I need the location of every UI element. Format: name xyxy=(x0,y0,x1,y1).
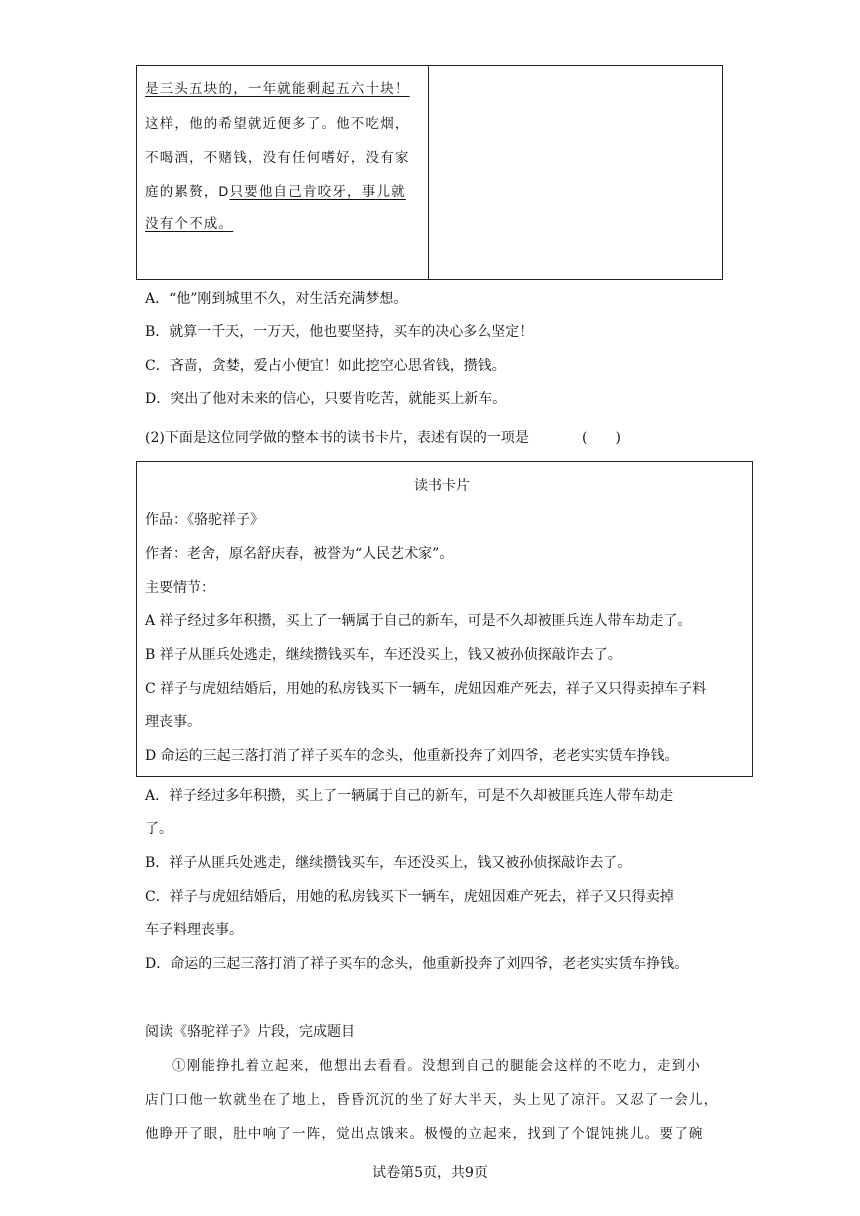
q1-option-b: B．就算一千天，一万天，他也要坚持，买车的决心多么坚定！ xyxy=(145,324,534,340)
card-author: 作者：老舍，原名舒庆春，被誉为“人民艺术家”。 xyxy=(145,546,454,562)
card-item-c: C 祥子与虎妞结婚后，用她的私房钱买下一辆车，虎妞因难产死去，祥子又只得卖掉车子料 xyxy=(145,681,707,697)
q1-option-d: D．突出了他对未来的信心，只要肯吃苦，就能买上新车。 xyxy=(145,391,507,407)
excerpt-line-4-text: 庭的累赘， xyxy=(145,184,219,200)
reading-title: 阅读《骆驼祥子》片段，完成题目 xyxy=(145,1024,355,1040)
card-item-a: A 祥子经过多年积攒，买上了一辆属于自己的新车，可是不久却被匪兵连人带车劫走了。 xyxy=(145,613,692,629)
q2-option-c: C．祥子与虎妞结婚后，用她的私房钱买下一辆车，虎妞因难产死去，祥子又只得卖掉 xyxy=(145,889,674,905)
card-item-d: D 命运的三起三落打消了祥子买车的念头，他重新投奔了刘四爷，老老实实赁车挣钱。 xyxy=(145,748,679,764)
reading-para-line-1: ①刚能挣扎着立起来，他想出去看看。没想到自己的腿能会这样的不吃力，走到小 xyxy=(172,1058,702,1074)
q1-option-a: A．“他”刚到城里不久，对生活充满梦想。 xyxy=(145,291,408,307)
excerpt-line-5: 没有个不成。 xyxy=(145,216,234,232)
q2-option-b: B．祥子从匪兵处逃走，继续攒钱买车，车还没买上，钱又被孙侦探敲诈去了。 xyxy=(145,855,632,871)
reading-para-line-3: 他睁开了眼，肚中响了一阵，觉出点饿来。极慢的立起来，找到了个馄饨挑儿。要了碗 xyxy=(145,1126,704,1142)
reading-para-line-2: 店门口他一软就坐在了地上，昏昏沉沉的坐了好大半天，头上见了凉汗。又忍了一会儿， xyxy=(145,1092,719,1108)
q2-option-a-cont: 了。 xyxy=(145,821,173,837)
excerpt-line-2: 这样，他的希望就近便多了。他不吃烟， xyxy=(145,116,410,132)
card-title: 读书卡片 xyxy=(414,478,470,494)
card-work: 作品：《骆驼祥子》 xyxy=(145,512,264,528)
q1-option-c: C．吝啬，贪婪，爱占小便宜！如此挖空心思省钱，攒钱。 xyxy=(145,358,506,374)
q2-option-a: A．祥子经过多年积攒，买上了一辆属于自己的新车，可是不久却被匪兵连人带车劫走 xyxy=(145,788,674,804)
d-underlined-text: 只要他自己肯咬牙，事儿就 xyxy=(229,184,406,200)
card-plot-label: 主要情节： xyxy=(145,580,215,596)
q2-answer-paren: ( ) xyxy=(582,430,621,446)
q2-option-d: D．命运的三起三落打消了祥子买车的念头，他重新投奔了刘四爷，老老实实赁车挣钱。 xyxy=(145,956,689,972)
excerpt-line-4 xyxy=(145,182,406,202)
q2-stem: (2)下面是这位同学做的整本书的读书卡片，表述有误的一项是 xyxy=(145,430,529,446)
excerpt-line-1: 是三头五块的，一年就能剩起五六十块！ xyxy=(145,81,410,97)
d-marker: D xyxy=(218,184,230,199)
card-item-b: B 祥子从匪兵处逃走，继续攒钱买车，车还没买上，钱又被孙侦探敲诈去了。 xyxy=(145,647,622,663)
card-item-c-cont: 理丧事。 xyxy=(145,714,201,730)
table-divider xyxy=(428,66,429,279)
excerpt-line-3: 不喝酒，不赌钱，没有任何嗜好，没有家 xyxy=(145,150,410,166)
page-footer: 试卷第5页，共9页 xyxy=(372,1165,488,1181)
q2-option-c-cont: 车子料理丧事。 xyxy=(145,922,243,938)
